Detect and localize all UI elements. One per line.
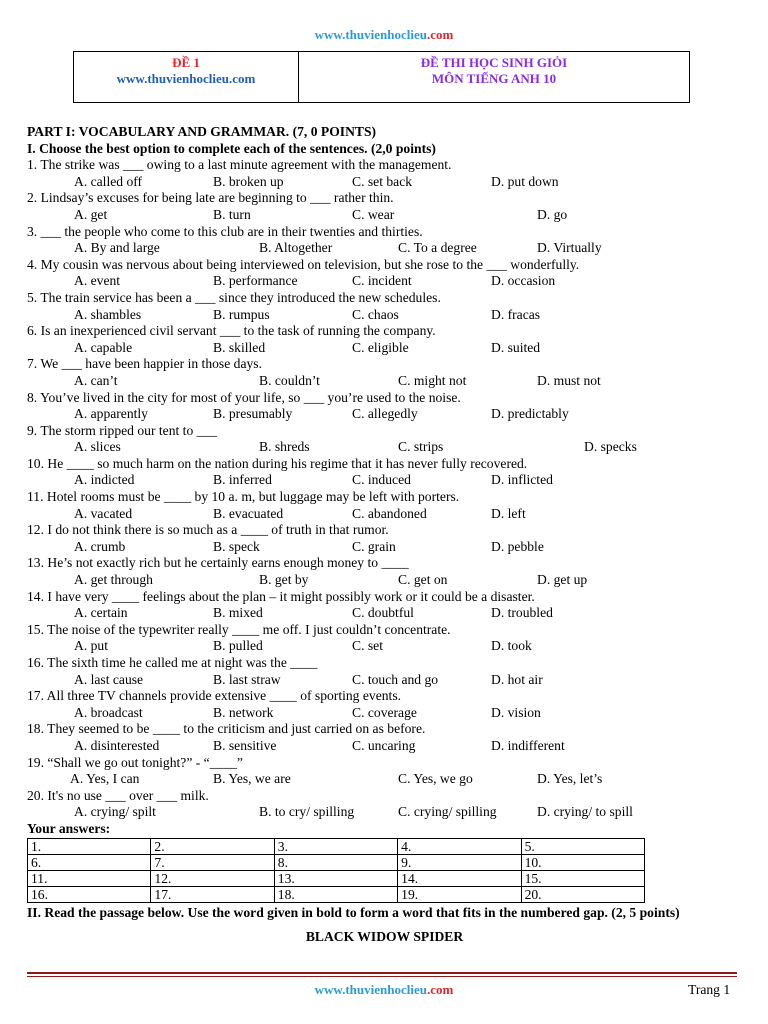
question-options xyxy=(27,307,747,324)
answer-option[interactable]: A. capable xyxy=(74,339,133,355)
answer-option[interactable]: A. By and large xyxy=(74,240,160,256)
footer-rule-thin xyxy=(27,976,737,977)
answer-option[interactable]: C. To a degree xyxy=(398,240,477,256)
answer-cell[interactable]: 18. xyxy=(274,886,397,902)
exam-subject: MÔN TIẾNG ANH 10 xyxy=(431,71,557,86)
question-options xyxy=(27,472,747,489)
answer-option[interactable]: C. touch and go xyxy=(352,671,439,687)
answer-option[interactable]: D. suited xyxy=(491,339,541,355)
answer-option[interactable]: B. turn xyxy=(213,206,251,222)
answer-cell[interactable]: 11. xyxy=(28,870,151,886)
answer-option[interactable]: A. get xyxy=(74,206,108,222)
answer-option[interactable]: C. chaos xyxy=(352,306,399,322)
question-options xyxy=(27,638,747,655)
answer-option[interactable]: C. set back xyxy=(352,173,413,189)
answer-cell[interactable]: 20. xyxy=(521,886,644,902)
answer-option[interactable]: A. last cause xyxy=(74,671,144,687)
answer-option[interactable]: A. get through xyxy=(74,572,153,588)
question-options xyxy=(27,406,747,423)
answer-cell[interactable]: 1. xyxy=(28,838,151,854)
question-options xyxy=(27,539,747,556)
answer-option[interactable]: D. indifferent xyxy=(491,737,565,753)
answer-option[interactable]: B. inferred xyxy=(213,472,272,488)
footer-url-suffix: .com xyxy=(426,982,454,997)
answer-option[interactable]: B. pulled xyxy=(213,638,263,654)
answer-option[interactable]: A. broadcast xyxy=(74,704,143,720)
exam-header-left xyxy=(74,52,299,102)
answer-option[interactable]: C. uncaring xyxy=(352,737,416,753)
answer-option[interactable]: A. crumb xyxy=(74,538,126,554)
answer-option[interactable]: B. couldn’t xyxy=(259,372,320,388)
exam-header-right xyxy=(299,52,689,102)
page-number: Trang 1 xyxy=(688,982,731,997)
answer-option[interactable]: D. must not xyxy=(537,372,601,388)
answer-cell[interactable]: 3. xyxy=(274,838,397,854)
answer-option[interactable]: B. last straw xyxy=(213,671,281,687)
answer-option[interactable]: B. evacuated xyxy=(213,505,284,521)
answer-option[interactable]: C. allegedly xyxy=(352,406,418,422)
question-options xyxy=(27,705,747,722)
answer-option[interactable]: D. specks xyxy=(584,439,637,455)
answer-option[interactable]: C. abandoned xyxy=(352,505,427,521)
answer-option[interactable]: D. get up xyxy=(537,572,588,588)
site-url-suffix: .com xyxy=(426,27,454,42)
answer-option[interactable]: A. indicted xyxy=(74,472,135,488)
question-options xyxy=(27,771,747,788)
footer-url-prefix: www.thuvienhoclieu xyxy=(314,982,427,997)
answer-option[interactable]: A. slices xyxy=(74,439,121,455)
answer-option[interactable]: B. skilled xyxy=(213,339,266,355)
question-stem: 17. All three TV channels provide extensive ____ of sporting events. xyxy=(27,688,402,704)
answer-option[interactable]: D. troubled xyxy=(491,605,553,621)
answer-option[interactable]: A. called off xyxy=(74,173,143,189)
answer-option[interactable]: B. get by xyxy=(259,572,309,588)
question-options xyxy=(27,240,747,257)
answer-option[interactable]: D. crying/ to spill xyxy=(537,804,633,820)
answer-cell[interactable]: 15. xyxy=(521,870,644,886)
answer-option[interactable]: D. Yes, let’s xyxy=(537,771,603,787)
question-options xyxy=(27,804,747,821)
answer-option[interactable]: B. performance xyxy=(213,273,298,289)
answer-option[interactable]: B. speck xyxy=(213,538,260,554)
answer-option[interactable]: D. occasion xyxy=(491,273,556,289)
question-stem: 4. My cousin was nervous about being interviewed on television, but she rose to the ___ wonderfully. xyxy=(27,256,580,272)
question-stem: 11. Hotel rooms must be ____ by 10 a. m, but luggage may be left with porters. xyxy=(27,489,460,505)
answer-option[interactable]: B. Yes, we are xyxy=(213,771,291,787)
question-stem: 13. He’s not exactly rich but he certainly earns enough money to ____ xyxy=(27,555,409,571)
question-options xyxy=(27,273,747,290)
exam-header-box xyxy=(73,51,690,103)
answer-option[interactable]: D. go xyxy=(537,206,568,222)
answer-option[interactable]: A. put xyxy=(74,638,108,654)
answer-option[interactable]: D. hot air xyxy=(491,671,543,687)
question-options xyxy=(27,572,747,589)
answer-grid-row xyxy=(28,838,645,854)
answer-option[interactable]: D. put down xyxy=(491,173,559,189)
question-stem: 5. The train service has been a ___ since they introduced the new schedules. xyxy=(27,289,441,305)
answer-grid xyxy=(27,838,645,903)
answer-option[interactable]: B. Altogether xyxy=(259,240,333,256)
question-stem: 3. ___ the people who come to this club are in their twenties and thirties. xyxy=(27,223,423,239)
answer-cell[interactable]: 12. xyxy=(151,870,274,886)
answer-option[interactable]: B. sensitive xyxy=(213,737,277,753)
answer-option[interactable]: C. set xyxy=(352,638,383,654)
answer-option[interactable]: C. might not xyxy=(398,372,467,388)
answer-option[interactable]: A. Yes, I can xyxy=(70,771,140,787)
answer-option[interactable]: C. crying/ spilling xyxy=(398,804,497,820)
exam-content xyxy=(27,124,747,945)
answer-option[interactable]: C. eligible xyxy=(352,339,409,355)
answer-option[interactable]: B. rumpus xyxy=(213,306,270,322)
answer-option[interactable]: C. strips xyxy=(398,439,444,455)
answer-option[interactable]: A. vacated xyxy=(74,505,133,521)
answer-option[interactable]: A. crying/ spilt xyxy=(74,804,156,820)
answer-cell[interactable]: 17. xyxy=(151,886,274,902)
question-list xyxy=(27,157,747,821)
answer-option[interactable]: B. mixed xyxy=(213,605,263,621)
answer-option[interactable]: D. left xyxy=(491,505,526,521)
answer-option[interactable]: D. Virtually xyxy=(537,240,602,256)
answer-option[interactable]: C. coverage xyxy=(352,704,417,720)
passage-title: BLACK WIDOW SPIDER xyxy=(305,928,464,944)
footer-rule-thick xyxy=(27,972,737,974)
question-options xyxy=(27,207,747,224)
site-url-top[interactable] xyxy=(0,27,768,43)
question-stem: 7. We ___ have been happier in those days. xyxy=(27,356,262,372)
question-stem: 14. I have very ____ feelings about the plan – it might possibly work or it could be a disaster. xyxy=(27,588,535,604)
answer-option[interactable]: D. vision xyxy=(491,704,541,720)
answer-option[interactable]: A. disinterested xyxy=(74,737,160,753)
question-stem: 2. Lindsay’s excuses for being late are beginning to ___ rather thin. xyxy=(27,190,394,206)
question-options xyxy=(27,605,747,622)
answer-option[interactable]: C. Yes, we go xyxy=(398,771,473,787)
answer-option[interactable]: B. presumably xyxy=(213,406,293,422)
question-options xyxy=(27,506,747,523)
question-stem: 15. The noise of the typewriter really ____ me off. I just couldn’t concentrate. xyxy=(27,621,451,637)
answer-cell[interactable]: 19. xyxy=(398,886,521,902)
question-options xyxy=(27,340,747,357)
site-url-footer[interactable] xyxy=(0,982,768,998)
question-stem: 18. They seemed to be ____ to the criticism and just carried on as before. xyxy=(27,721,426,737)
question-stem: 19. “Shall we go out tonight?” - “____” xyxy=(27,754,243,770)
question-options xyxy=(27,373,747,390)
section2-title: II. Read the passage below. Use the word given in bold to form a word that fits in the numbered gap. (2, 5 points) xyxy=(27,904,680,920)
exam-title: ĐỀ THI HỌC SINH GIỎI xyxy=(420,55,568,70)
answer-option[interactable]: A. can’t xyxy=(74,372,118,388)
question-options xyxy=(27,439,747,456)
answer-option[interactable]: C. doubtful xyxy=(352,605,414,621)
question-options xyxy=(27,174,747,191)
answer-option[interactable]: B. to cry/ spilling xyxy=(259,804,355,820)
answer-cell[interactable]: 13. xyxy=(274,870,397,886)
answer-option[interactable]: C. get on xyxy=(398,572,448,588)
answer-option[interactable]: D. inflicted xyxy=(491,472,553,488)
answer-option[interactable]: D. predictably xyxy=(491,406,569,422)
question-stem: 9. The storm ripped our tent to ___ xyxy=(27,422,218,438)
answer-option[interactable]: A. apparently xyxy=(74,406,148,422)
question-stem: 10. He ____ so much harm on the nation during his regime that it has never fully recovered. xyxy=(27,455,528,471)
question-stem: 16. The sixth time he called me at night was the ____ xyxy=(27,655,318,670)
answer-cell[interactable]: 7. xyxy=(151,854,274,870)
answer-cell[interactable]: 14. xyxy=(398,870,521,886)
answers-title: Your answers: xyxy=(27,820,111,836)
answer-option[interactable]: C. incident xyxy=(352,273,412,289)
answer-option[interactable]: D. took xyxy=(491,638,532,654)
answer-option[interactable]: D. pebble xyxy=(491,538,544,554)
answer-grid-row xyxy=(28,854,645,870)
site-url-prefix: www.thuvienhoclieu xyxy=(314,27,427,42)
answer-cell[interactable]: 4. xyxy=(398,838,521,854)
question-options xyxy=(27,738,747,755)
answer-grid-row xyxy=(28,870,645,886)
question-stem: 8. You’ve lived in the city for most of your life, so ___ you’re used to the noise. xyxy=(27,389,461,405)
answer-option[interactable]: B. shreds xyxy=(259,439,310,455)
answer-option[interactable]: D. fracas xyxy=(491,306,541,322)
question-stem: 6. Is an inexperienced civil servant ___ to the task of running the company. xyxy=(27,323,436,339)
answer-option[interactable]: C. grain xyxy=(352,538,396,554)
answer-option[interactable]: C. wear xyxy=(352,206,395,222)
question-options xyxy=(27,672,747,689)
header-site-link[interactable]: www.thuvienhoclieu.com xyxy=(116,71,256,86)
answer-option[interactable]: A. certain xyxy=(74,605,128,621)
answer-grid-row xyxy=(28,886,645,902)
question-stem: 20. It's no use ___ over ___ milk. xyxy=(27,787,209,803)
question-stem: 1. The strike was ___ owing to a last minute agreement with the management. xyxy=(27,157,452,173)
answer-option[interactable]: C. induced xyxy=(352,472,411,488)
answer-option[interactable]: B. broken up xyxy=(213,173,284,189)
answer-cell[interactable]: 5. xyxy=(521,838,644,854)
answer-option[interactable]: A. shambles xyxy=(74,306,142,322)
answer-cell[interactable]: 6. xyxy=(28,854,151,870)
answer-cell[interactable]: 16. xyxy=(28,886,151,902)
section1-title: I. Choose the best option to complete each of the sentences. (2,0 points) xyxy=(27,140,436,156)
question-stem: 12. I do not think there is so much as a ____ of truth in that rumor. xyxy=(27,522,389,538)
answer-cell[interactable]: 2. xyxy=(151,838,274,854)
exam-code: ĐỀ 1 xyxy=(172,55,200,70)
answer-option[interactable]: B. network xyxy=(213,704,274,720)
part-title: PART I: VOCABULARY AND GRAMMAR. (7, 0 POINTS) xyxy=(27,124,377,139)
answer-cell[interactable]: 8. xyxy=(274,854,397,870)
answer-option[interactable]: A. event xyxy=(74,273,121,289)
answer-cell[interactable]: 10. xyxy=(521,854,644,870)
answer-cell[interactable]: 9. xyxy=(398,854,521,870)
